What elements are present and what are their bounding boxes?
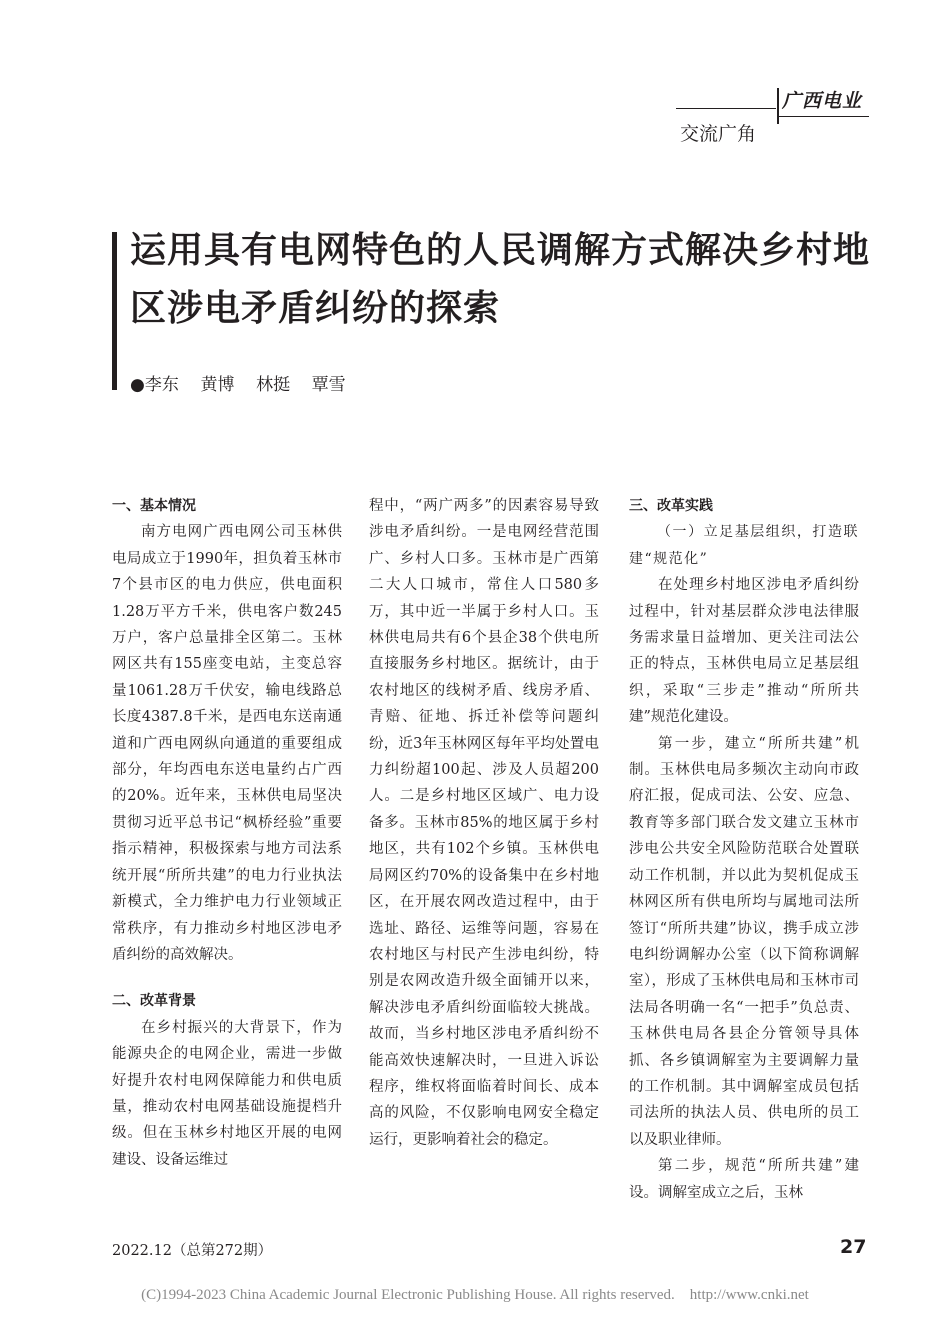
subsection-heading: （一）立足基层组织，打造联建“规范化” [629, 524, 859, 567]
paragraph: 第一步，建立“所所共建”机制。玉林供电局多频次主动向市政府汇报，促成司法、公安、应急、教育等多部门联合发文建立玉林市涉电公共安全风险防范联合处置联动工作机制，并以此为契机促成玉林网区所有供电所均与属地司法所签订“所所共建”协议，携手成立涉电纠纷调解办公室（以下简称调解室），形成了玉林供电局和玉林市司法局各明确一名“一把手”负总责、玉林供电局各县企分管领导具体抓、各乡镇调解室为主要调解力量的工作机制。其中调解室成员包括司法所的执法人员、供电所的员工以及职业律师。 [629, 735, 859, 1148]
page-number: 27 [840, 1236, 867, 1258]
header-divider-vertical [777, 88, 779, 124]
issue-info: 2022.12（总第272期） [112, 1243, 273, 1259]
section-heading-basic: 一、基本情况 [112, 498, 196, 514]
header-divider-horizontal-right [779, 116, 869, 117]
paragraph: 程中，“两广两多”的因素容易导致涉电矛盾纠纷。一是电网经营范围广、乡村人口多。玉林市是广西第二大人口城市，常住人口580多万，其中近一半属于乡村人口。玉林供电局共有6个县企38个供电所直接服务乡村地区。据统计，由于农村地区的线树矛盾、线房矛盾、青赔、征地、拆迁补偿等问题纠纷，近3年玉林网区每年平均处置电力纠纷超100起、涉及人员超200人。二是乡村地区区域广、电力设备多。玉林市85%的地区属于乡村地区，共有102个乡镇。玉林供电局网区约70%的设备集中在乡村地区，在开展农网改造过程中，由于选址、路径、运维等问题，容易在农村地区与村民产生涉电纠纷，特别是农网改造升级全面铺开以来，解决涉电矛盾纠纷面临较大挑战。故而，当乡村地区涉电矛盾纠纷不能高效快速解决时，一旦进入诉讼程序，维权将面临着时间长、成本高的风险，不仅影响电网安全稳定运行，更影响着社会的稳定。 [369, 498, 599, 1148]
column-2 [369, 493, 599, 1153]
column-3 [629, 493, 859, 1206]
journal-brand: 广西电业 [782, 90, 863, 112]
paragraph: 南方电网广西电网公司玉林供电局成立于1990年，担负着玉林市7个县市区的电力供应，供电面积1.28万平方千米，供电客户数245万户，客户总量排全区第二。玉林网区共有155座变电站，主变总容量1061.28万千伏安，输电线路总长度4387.8千米，是西电东送南通道和广西电网纵向通道的重要组成部分，年均西电东送电量约占广西的20%。近年来，玉林供电局坚决贯彻习近平总书记“枫桥经验”重要指示精神，积极探索与地方司法系统开展“所所共建”的电力行业执法新模式，全力维护电力行业领域正常秩序，有力推动乡村地区涉电矛盾纠纷的高效解决。 [112, 524, 342, 963]
column-1 [112, 493, 342, 1173]
paragraph: 在处理乡村地区涉电矛盾纠纷过程中，针对基层群众涉电法律服务需求量日益增加、更关注司法公正的特点，玉林供电局立足基层组织，采取“三步走”推动“所所共建”规范化建设。 [629, 577, 859, 726]
section-label: 交流广角 [680, 123, 757, 145]
article-authors: ●李东 黄博 林挺 覃雪 [130, 375, 346, 395]
copyright-watermark: (C)1994-2023 China Academic Journal Electronic Publishing House. All rights reserved. http://www.cnki.net [141, 1287, 809, 1303]
article-title: 运用具有电网特色的人民调解方式解决乡村地区涉电矛盾纠纷的探索 [130, 230, 871, 329]
header-divider-horizontal [676, 108, 776, 109]
section-heading-background: 二、改革背景 [112, 993, 196, 1010]
paragraph: 第二步，规范“所所共建”建设。调解室成立之后，玉林 [629, 1158, 859, 1201]
title-accent-bar [112, 232, 117, 390]
paragraph: 在乡村振兴的大背景下，作为能源央企的电网企业，需进一步做好提升农村电网保障能力和供电质量，推动农村电网基础设施提档升级。但在玉林乡村地区开展的电网建设、设备运维过 [112, 1019, 342, 1168]
section-heading-practice: 三、改革实践 [629, 498, 713, 514]
